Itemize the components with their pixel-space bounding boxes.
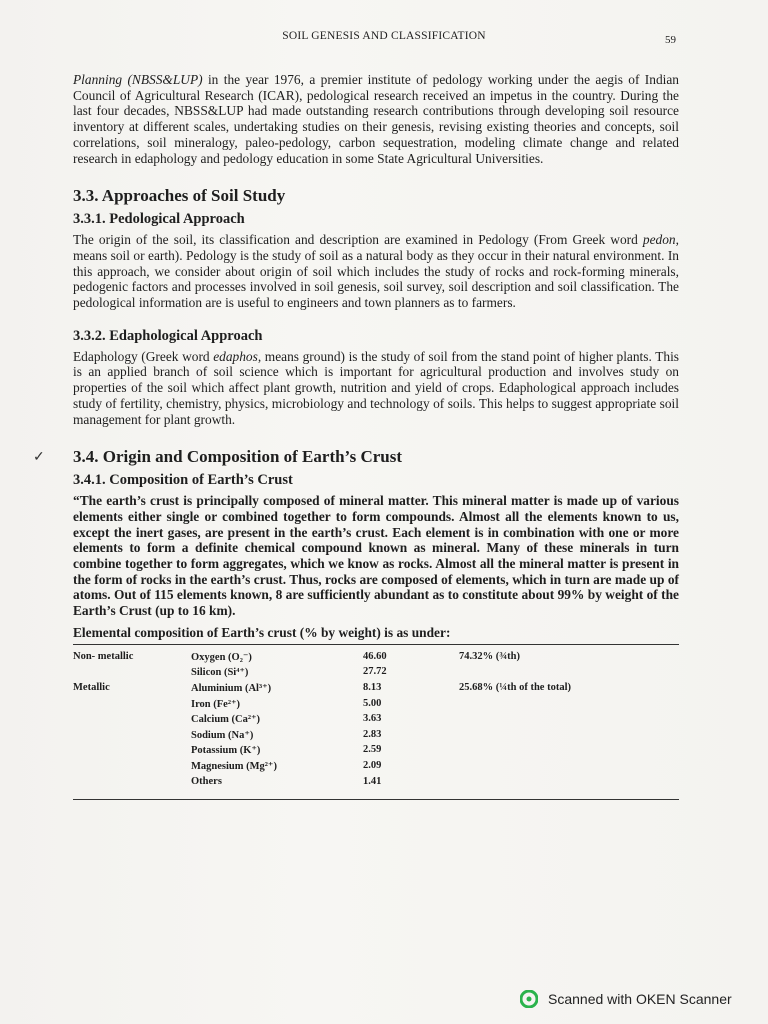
element-cell: Magnesium (Mg²⁺) (191, 761, 277, 773)
subsection-heading-3-4-1: 3.4.1. Composition of Earth’s Crust (73, 472, 293, 489)
section-heading-3-3: 3.3. Approaches of Soil Study (73, 186, 286, 206)
element-cell: Sodium (Na⁺) (191, 729, 254, 741)
edaphological-paragraph (73, 349, 679, 428)
page-content (33, 72, 680, 800)
element-cell: Oxygen (O₂⁻) (191, 651, 252, 663)
table-row (73, 744, 679, 760)
element-cell: Others (191, 775, 222, 787)
value-cell: 2.09 (363, 760, 382, 772)
table-caption: Elemental composition of Earth’s crust (% by weight) is as under: (73, 625, 679, 645)
table-row (73, 651, 679, 667)
running-title: SOIL GENESIS AND CLASSIFICATION (282, 30, 486, 42)
total-cell (459, 666, 679, 682)
pedology-text-b: , means soil or earth). Pedology is the study of soil as a natural body as they occur in their natural environment. In this approach, we consider about origin of soil which includes the study of rocks and rock-forming minerals, pedogenic factors and processes involved in soil genesis, soil survey, soil description and soil classification. The pedological information are is useful to engineers and town planners as to farmers. (73, 232, 679, 311)
subsection-heading-3-3-2: 3.3.2. Edaphological Approach (73, 327, 263, 344)
subsection-heading-3-3-1: 3.3.1. Pedological Approach (73, 211, 245, 228)
element-cell: Iron (Fe²⁺) (191, 698, 241, 710)
element-cell: Silicon (Si⁴⁺) (191, 667, 249, 679)
edaphology-text-a: Edaphology (Greek word (73, 348, 214, 364)
group-cell (73, 713, 191, 729)
total-cell (459, 776, 679, 792)
group-cell (73, 666, 191, 682)
group-cell (73, 729, 191, 745)
table-row (73, 682, 679, 698)
section-heading-3-4: 3.4. Origin and Composition of Earth’s Crust (73, 447, 403, 467)
total-cell (459, 744, 679, 760)
group-cell (73, 744, 191, 760)
total-cell (459, 760, 679, 776)
pedology-text-a: The origin of the soil, its classification and description are examined in Pedology (From Greek word (73, 232, 643, 248)
composition-table (73, 651, 679, 791)
value-cell: 5.00 (363, 697, 382, 709)
total-cell (459, 729, 679, 745)
element-cell: Calcium (Ca²⁺) (191, 714, 261, 726)
scanner-watermark (520, 990, 732, 1008)
element-cell: Potassium (K⁺) (191, 745, 261, 757)
pedological-paragraph (73, 232, 679, 311)
element-cell: Aluminium (Al³⁺) (191, 683, 272, 695)
intro-italic-lead: Planning (NBSS&LUP) (73, 72, 203, 87)
group-cell (73, 776, 191, 792)
table-bottom-rule (73, 799, 679, 800)
total-cell (459, 713, 679, 729)
value-cell: 3.63 (363, 713, 382, 725)
group-cell (73, 760, 191, 776)
crust-paragraph: “The earth’s crust is principally composed of mineral matter. This mineral matter is made up of various elements either single or combined together to form compounds. Almost all the elements known to us, except the inert gases, are present in the earth’s crust. Each element is in combination with one or more elements to form a definite chemical compound known as mineral. Many of these minerals in turn combine together to form aggregates, which we know as rocks. Almost all the mineral matter is present in the form of rocks in the earth’s crust. Thus, rocks are composed of elements, which in turn are made up of atoms. Out of 115 elements known, 8 are sufficiently abundant as to constitute about 99% by weight of the Earth’s Crust (up to 16 km). (73, 493, 679, 619)
group-cell (73, 698, 191, 714)
table-row (73, 666, 679, 682)
scanner-text: Scanned with OKEN Scanner (548, 991, 732, 1007)
intro-paragraph (73, 72, 679, 166)
group-cell: Non- metallic (73, 650, 134, 662)
page-number: 59 (665, 34, 676, 46)
value-cell: 1.41 (363, 775, 382, 787)
edaphology-text-b: , means ground) is the study of soil from the stand point of higher plants. This is an applied branch of soil science which is important for agricultural production and involves study on properties of the soil which affect plant growth, nutrition and yield of crops. Edaphological approach includes study of fertility, chemistry, physics, microbiology and technology of soils. This helps to suggest appropriate soil management for plant growth. (73, 348, 679, 427)
scanner-logo-icon (520, 990, 538, 1008)
table-row (73, 698, 679, 714)
total-cell: 74.32% (¾th) (459, 650, 520, 662)
table-row (73, 713, 679, 729)
total-cell: 25.68% (¼th of the total) (459, 682, 571, 694)
edaphos-term: edaphos (213, 348, 258, 364)
group-cell: Metallic (73, 682, 110, 694)
value-cell: 8.13 (363, 682, 382, 694)
table-row (73, 776, 679, 792)
value-cell: 2.83 (363, 728, 382, 740)
value-cell: 2.59 (363, 744, 382, 756)
value-cell: 27.72 (363, 666, 387, 678)
table-row (73, 760, 679, 776)
total-cell (459, 698, 679, 714)
value-cell: 46.60 (363, 650, 387, 662)
pedon-term: pedon (642, 232, 676, 248)
intro-text: in the year 1976, a premier institute of pedology working under the aegis of Indian Council of Agricultural Research (ICAR), pedological research received an impetus in the country. During the last four decades, NBSS&LUP had made outstanding research contributions through developing soil resource inventory at different scales, undertaking studies on their genesis, revising existing theories and concepts, soil correlations, soil mineralogy, paleo-pedology, carbon sequestration, modeling climate change and related research in edaphology and pedology education in some State Agricultural Universities. (73, 72, 680, 166)
check-mark-icon: ✓ (33, 450, 45, 466)
table-row (73, 729, 679, 745)
